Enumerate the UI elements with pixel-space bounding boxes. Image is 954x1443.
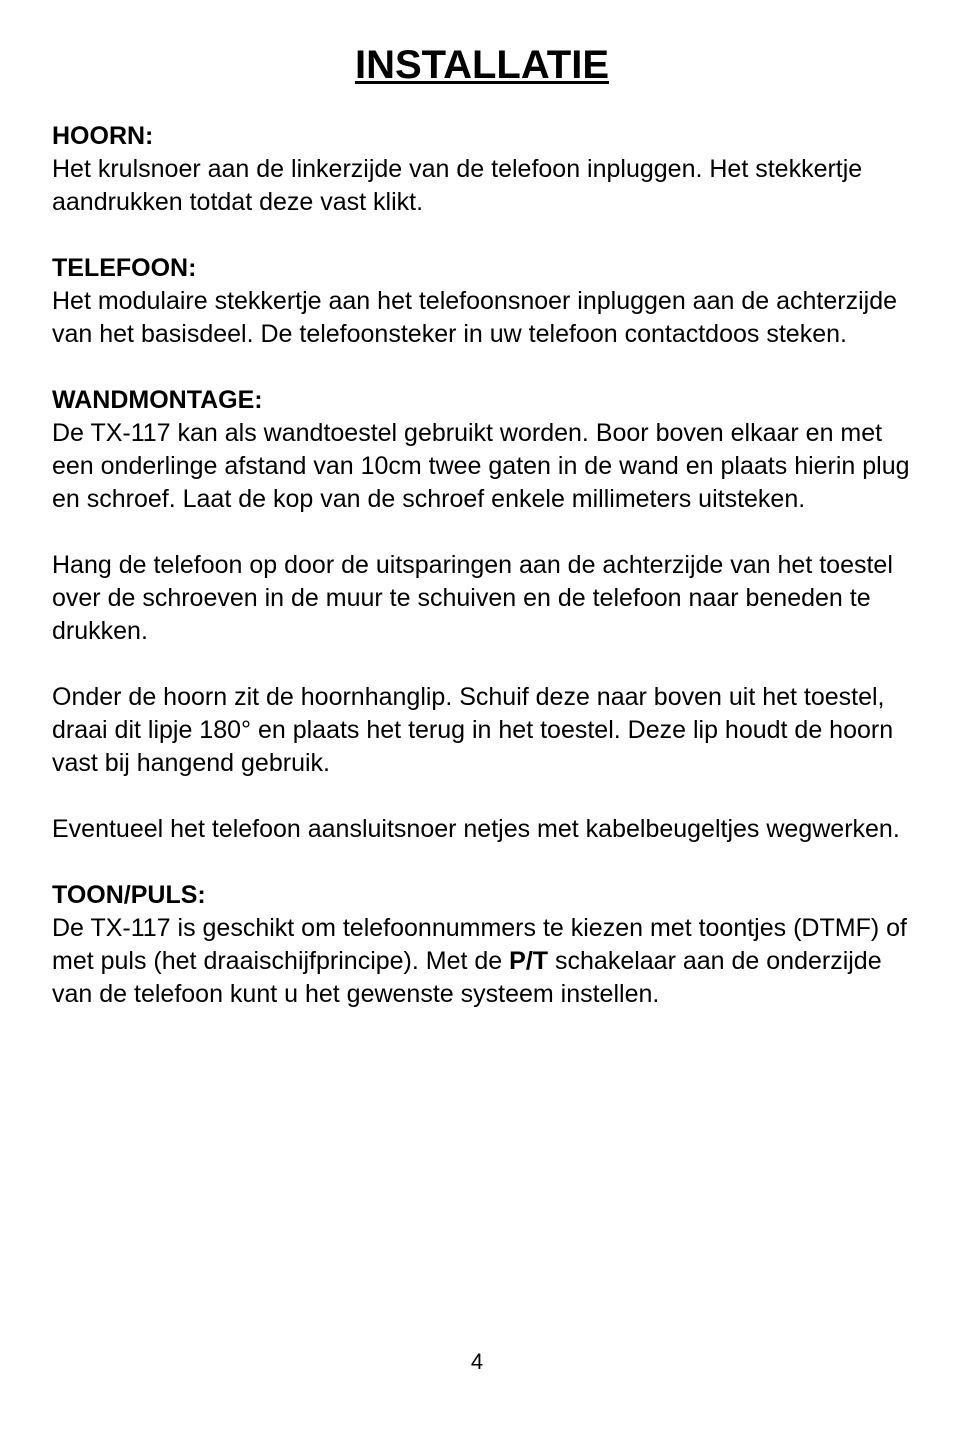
section-text-toonpuls-after: schakelaar aan de onderzijde van de telefoon kunt u het gewenste systeem instellen. [52,947,882,1008]
paragraph-ophangen: Hang de telefoon op door de uitsparingen aan de achterzijde van het toestel over de schroeven in de muur te schuiven en de telefoon naar beneden te drukken. [52,551,893,645]
section-text-toonpuls-before: De TX-117 is geschikt om telefoonnummers te kiezen met toontjes (DTMF) of met puls (het draaischijfprincipe). Met de [52,914,907,975]
section-hoorn [52,120,912,219]
pt-switch-label: P/T [509,947,549,975]
section-heading-wandmontage: WANDMONTAGE: [52,386,263,414]
page-number: 4 [470,1349,484,1374]
paragraph-hoornhanglip: Onder de hoorn zit de hoornhanglip. Schuif deze naar boven uit het toestel, draai dit lipje 180° en plaats het terug in het toestel. Deze lip houdt de hoorn vast bij hangend gebruik. [52,683,894,777]
section-heading-telefoon: TELEFOON: [52,254,197,282]
section-telefoon [52,252,912,351]
section-text-telefoon: Het modulaire stekkertje aan het telefoonsnoer inpluggen aan de achterzijde van het basisdeel. De telefoonsteker in uw telefoon contactdoos steken. [52,287,897,348]
page-title: INSTALLATIE [354,43,610,87]
section-wandmontage [52,384,912,516]
section-heading-hoorn: HOORN: [52,122,154,150]
paragraph-kabelbeugeltjes: Eventueel het telefoon aansluitsnoer netjes met kabelbeugeltjes wegwerken. [52,815,900,843]
section-text-hoorn: Het krulsnoer aan de linkerzijde van de telefoon inpluggen. Het stekkertje aandrukken totdat deze vast klikt. [52,155,863,216]
section-toonpuls [52,879,912,1011]
document-body [52,120,912,1044]
section-heading-toonpuls: TOON/PULS: [52,881,206,909]
section-text-wandmontage: De TX-117 kan als wandtoestel gebruikt worden. Boor boven elkaar en met een onderlinge afstand van 10cm twee gaten in de wand en plaats hierin plug en schroef. Laat de kop van de schroef enkele millimeters uitsteken. [52,419,910,513]
